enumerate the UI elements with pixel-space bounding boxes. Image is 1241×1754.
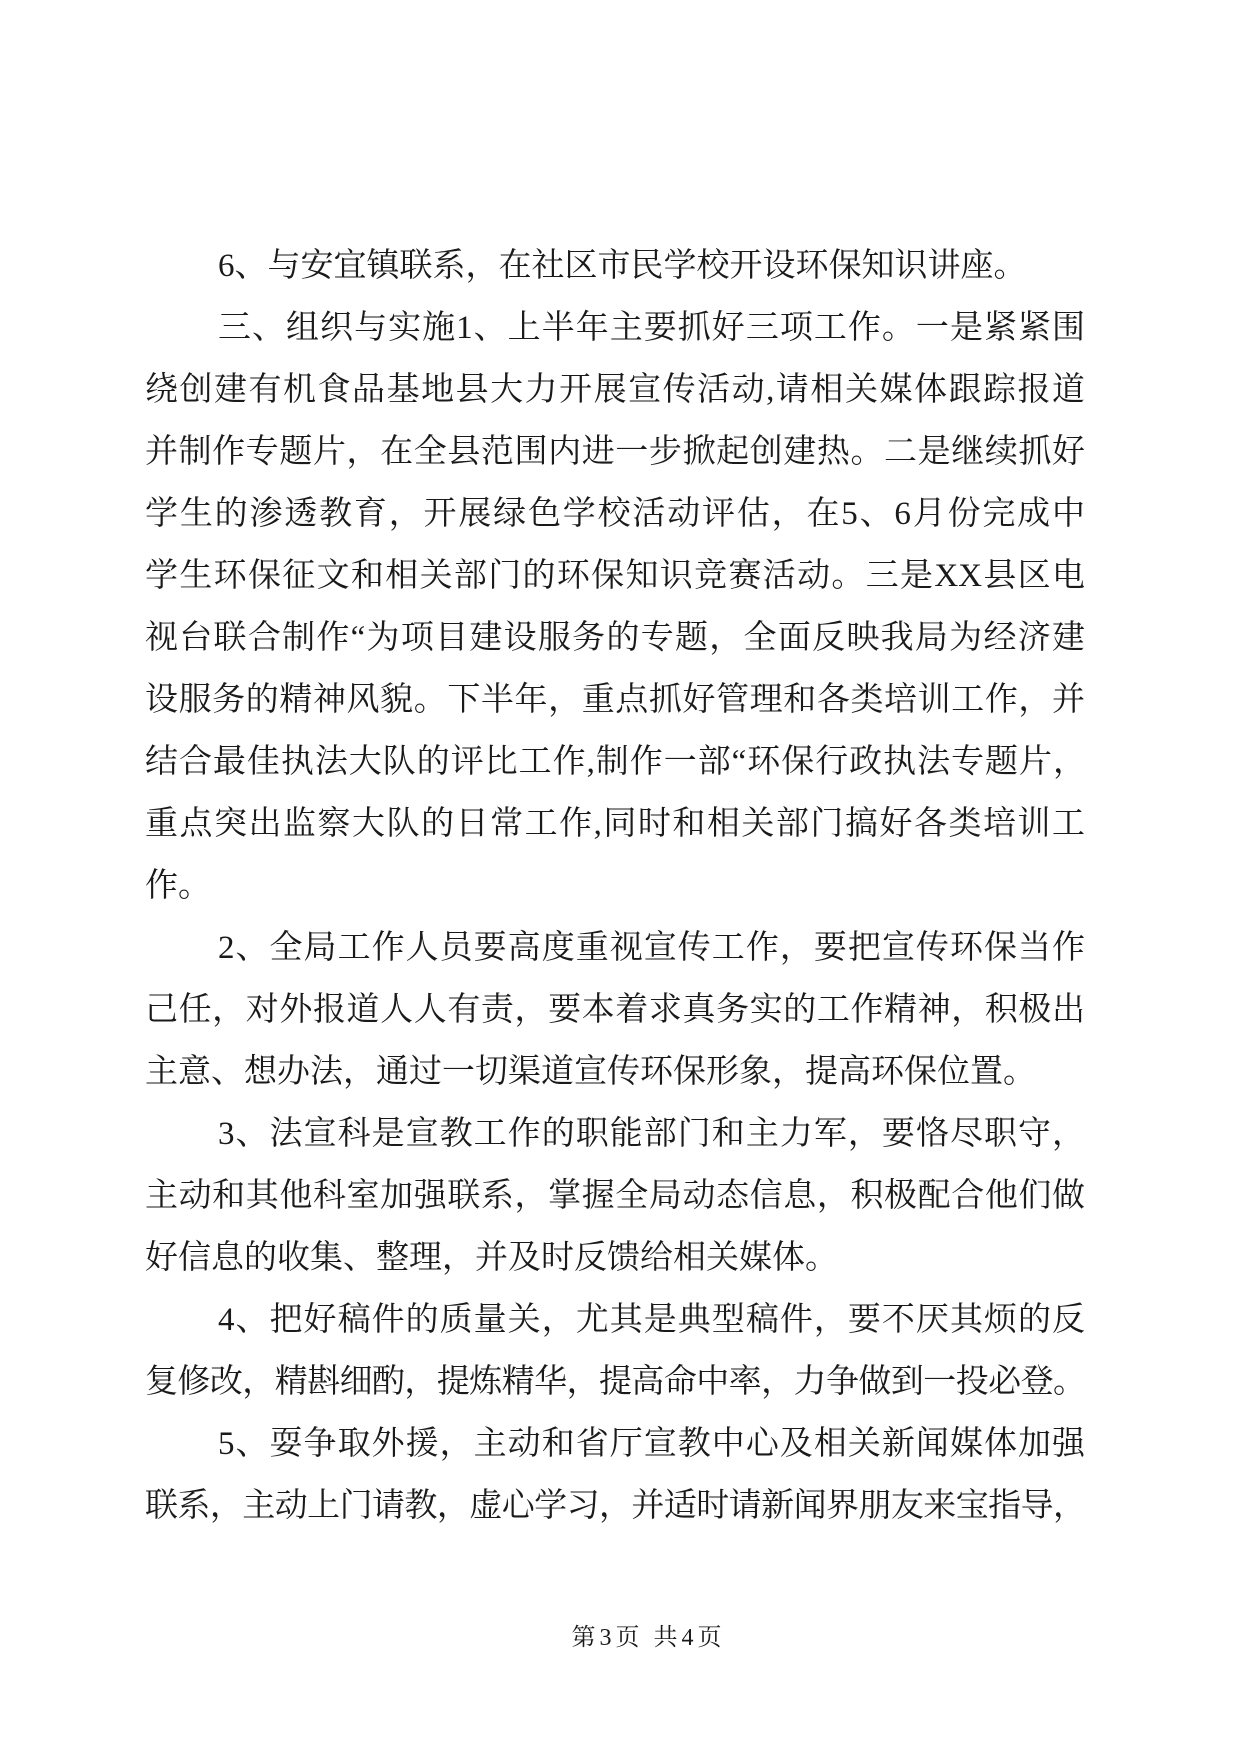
page-footer: 第3页 共4页 — [571, 1625, 726, 1651]
text-line: 己任，对外报道人人有责，要本着求真务实的工作精神，积极出 — [145, 992, 1085, 1028]
text-line: 好信息的收集、整理，并及时反馈给相关媒体。 — [145, 1240, 838, 1276]
text-line: 4、把好稿件的质量关，尤其是典型稿件，要不厌其烦的反 — [218, 1302, 1085, 1338]
text-line: 主动和其他科室加强联系，掌握全局动态信息，积极配合他们做 — [145, 1178, 1085, 1214]
text-line: 绕创建有机食品基地县大力开展宣传活动,请相关媒体跟踪报道 — [145, 372, 1085, 408]
text-line: 结合最佳执法大队的评比工作,制作一部“环保行政执法专题片， — [145, 744, 1085, 780]
text-line: 作。 — [145, 868, 211, 904]
text-line: 重点突出监察大队的日常工作,同时和相关部门搞好各类培训工 — [145, 806, 1085, 842]
text-line: 设服务的精神风貌。下半年，重点抓好管理和各类培训工作，并 — [145, 682, 1085, 718]
text-line: 6、与安宜镇联系，在社区市民学校开设环保知识讲座。 — [218, 248, 1027, 284]
text-line: 学生环保征文和相关部门的环保知识竞赛活动。三是XX县区电 — [145, 558, 1085, 594]
document-body — [145, 235, 1085, 1537]
text-line: 主意、想办法，通过一切渠道宣传环保形象，提高环保位置。 — [145, 1054, 1036, 1090]
text-line: 视台联合制作“为项目建设服务的专题，全面反映我局为经济建 — [145, 620, 1085, 656]
text-line: 三、组织与实施1、上半年主要抓好三项工作。一是紧紧围 — [218, 310, 1085, 346]
text-line: 联系，主动上门请教，虚心学习，并适时请新闻界朋友来宝指导， — [145, 1488, 1085, 1524]
text-line: 学生的渗透教育，开展绿色学校活动评估，在5、6月份完成中 — [145, 496, 1085, 532]
text-line: 2、全局工作人员要高度重视宣传工作，要把宣传环保当作 — [218, 930, 1085, 966]
text-line: 并制作专题片，在全县范围内进一步掀起创建热。二是继续抓好 — [145, 434, 1085, 470]
text-line: 3、法宣科是宣教工作的职能部门和主力军，要恪尽职守， — [218, 1116, 1085, 1152]
text-line: 复修改，精斟细酌，提炼精华，提高命中率，力争做到一投必登。 — [145, 1364, 1085, 1400]
text-line: 5、耍争取外援，主动和省厅宣教中心及相关新闻媒体加强 — [218, 1426, 1085, 1462]
